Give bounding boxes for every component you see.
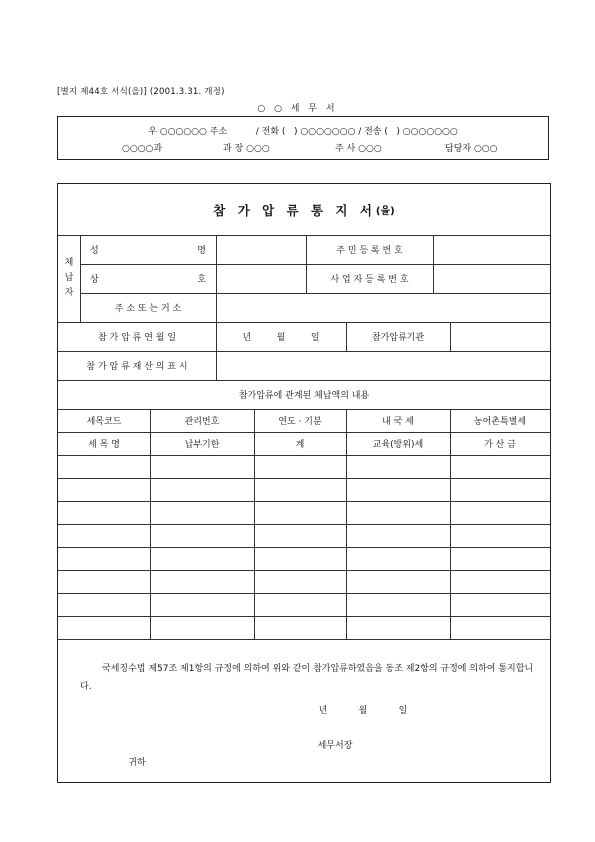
business-number-field[interactable] — [434, 265, 549, 292]
cell-national-tax[interactable] — [347, 456, 449, 477]
cell-rural-special-tax[interactable] — [451, 548, 549, 569]
header-national-tax: 내 국 세 — [382, 417, 414, 427]
cell-year-period[interactable] — [255, 479, 345, 500]
cell-management-number[interactable] — [151, 479, 253, 500]
cell-management-number[interactable] — [151, 502, 253, 523]
header-tax-code: 세목코드 — [86, 417, 122, 427]
cell-tax-code[interactable] — [59, 525, 149, 546]
cell-tax-code[interactable] — [59, 594, 149, 615]
cell-rural-special-tax[interactable] — [451, 502, 549, 523]
name-label: 성 명 — [90, 246, 206, 256]
trade-name-field[interactable] — [217, 265, 305, 292]
seizure-agency-label: 참가압류기관 — [371, 333, 425, 343]
address-field[interactable] — [217, 294, 549, 321]
header-penalty: 가 산 금 — [484, 440, 516, 450]
tax-office-name: ○ ○ 세 무 서 — [257, 104, 338, 114]
cell-tax-code[interactable] — [59, 548, 149, 569]
cell-management-number[interactable] — [151, 594, 253, 615]
cell-management-number[interactable] — [151, 456, 253, 477]
cell-tax-code[interactable] — [59, 571, 149, 592]
seizure-date-label: 참 가 압 류 연 월 일 — [97, 333, 177, 343]
header-rural-special-tax: 농어촌특별세 — [473, 417, 527, 427]
notice-date-month: 월 — [358, 705, 368, 716]
name-field[interactable] — [217, 236, 305, 263]
form-title: 참 가 압 류 통 지 서 (을) — [213, 202, 395, 218]
cell-tax-code[interactable] — [59, 479, 149, 500]
header-due-date: 납부기한 — [184, 440, 220, 450]
cell-national-tax[interactable] — [347, 525, 449, 546]
recipient-suffix: 귀하 — [128, 757, 146, 768]
office-address-line: 우 ○○○○○○ 주소 / 전화 ( ) ○○○○○○○ / 전송 ( ) ○○○○○○○ — [148, 127, 458, 137]
cell-management-number[interactable] — [151, 548, 253, 569]
header-year-period: 연도 · 기분 — [278, 417, 322, 427]
cell-rural-special-tax[interactable] — [451, 571, 549, 592]
arrears-section-title: 참가압류에 관계된 체납액의 내용 — [238, 391, 370, 401]
cell-national-tax[interactable] — [347, 479, 449, 500]
office-department: ○○○○과 — [122, 144, 163, 154]
cell-year-period[interactable] — [255, 617, 345, 638]
notice-text: 국세징수법 제57조 제1항의 규정에 의하여 위와 같이 참가압류하였음을 동조 제2항의 규정에 의하여 통지합니다. — [80, 664, 534, 692]
cell-tax-code[interactable] — [59, 502, 149, 523]
cell-tax-code[interactable] — [59, 617, 149, 638]
office-manager: 과 장 ○○○ — [223, 144, 270, 154]
cell-year-period[interactable] — [255, 548, 345, 569]
trade-name-label: 상 호 — [90, 275, 206, 285]
cell-rural-special-tax[interactable] — [451, 456, 549, 477]
business-number-label: 사 업 자 등 록 번 호 — [330, 275, 409, 285]
rrn-field[interactable] — [434, 236, 549, 263]
cell-national-tax[interactable] — [347, 502, 449, 523]
cell-rural-special-tax[interactable] — [451, 594, 549, 615]
cell-year-period[interactable] — [255, 571, 345, 592]
cell-year-period[interactable] — [255, 502, 345, 523]
cell-rural-special-tax[interactable] — [451, 617, 549, 638]
header-tax-item: 세 목 명 — [88, 440, 120, 450]
office-officer: 주 사 ○○○ — [335, 144, 382, 154]
office-contact-box — [57, 116, 549, 160]
cell-national-tax[interactable] — [347, 571, 449, 592]
header-education-tax: 교육(방위)세 — [372, 440, 424, 450]
seizure-date-field[interactable]: 년 월 일 — [242, 333, 320, 343]
seized-property-label: 참 가 압 류 재 산 의 표 시 — [86, 362, 188, 372]
cell-national-tax[interactable] — [347, 617, 449, 638]
signer-title: 세무서장 — [317, 740, 353, 751]
cell-management-number[interactable] — [151, 617, 253, 638]
seized-property-field[interactable] — [217, 352, 549, 379]
notice-date-year: 년 — [318, 705, 328, 716]
cell-year-period[interactable] — [255, 525, 345, 546]
cell-management-number[interactable] — [151, 571, 253, 592]
form-number: [별지 제44호 서식(을)] (2001.3.31. 개정) — [57, 87, 225, 97]
cell-year-period[interactable] — [255, 594, 345, 615]
cell-tax-code[interactable] — [59, 456, 149, 477]
cell-rural-special-tax[interactable] — [451, 479, 549, 500]
office-contact-person: 담당자 ○○○ — [445, 144, 498, 154]
cell-management-number[interactable] — [151, 525, 253, 546]
address-label: 주 소 또 는 거 소 — [114, 304, 182, 314]
notice-date-day: 일 — [398, 705, 408, 716]
cell-rural-special-tax[interactable] — [451, 525, 549, 546]
cell-year-period[interactable] — [255, 456, 345, 477]
rrn-label: 주 민 등 록 번 호 — [336, 246, 403, 256]
seizure-notice-form — [57, 183, 551, 783]
cell-national-tax[interactable] — [347, 594, 449, 615]
taxpayer-group-label: 체 납 자 — [64, 258, 74, 298]
header-management-number: 관리번호 — [184, 417, 220, 427]
seizure-agency-field[interactable] — [451, 323, 549, 350]
cell-national-tax[interactable] — [347, 548, 449, 569]
header-total: 계 — [295, 440, 305, 450]
